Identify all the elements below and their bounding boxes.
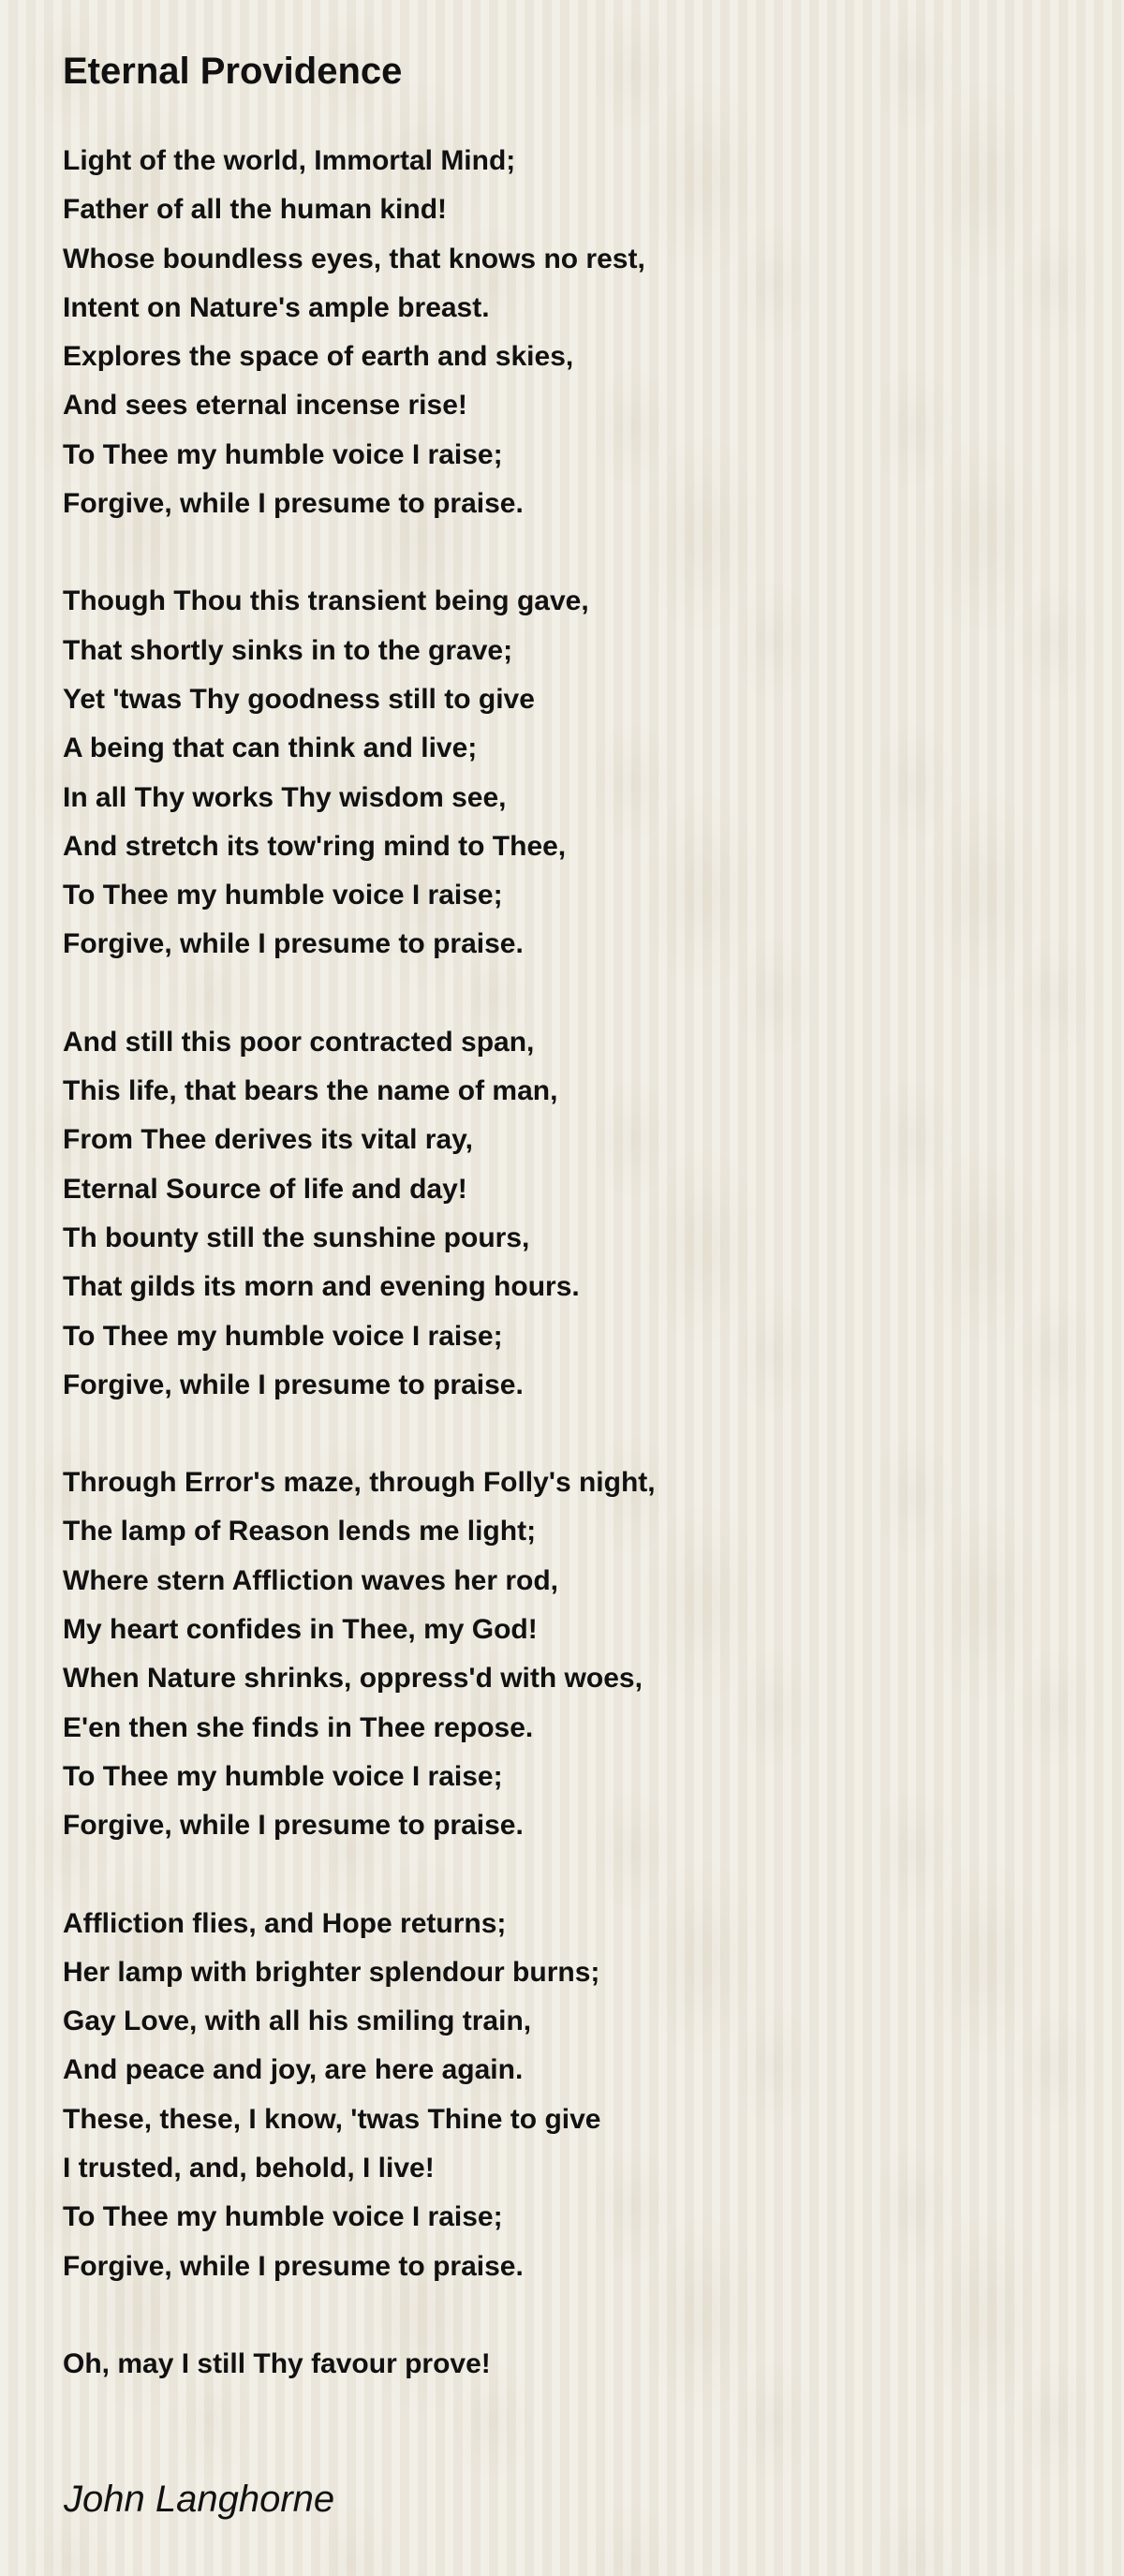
poem-line: Eternal Source of life and day! xyxy=(63,1173,467,1205)
poem-line: To Thee my humble voice I raise; xyxy=(63,1760,503,1792)
poem-line: To Thee my humble voice I raise; xyxy=(63,2201,503,2233)
poem-line: That gilds its morn and evening hours. xyxy=(63,1271,580,1303)
poem-line: Gay Love, with all his smiling train, xyxy=(63,2006,532,2037)
poem-body xyxy=(63,137,656,2437)
poem-line: The lamp of Reason lends me light; xyxy=(63,1516,537,1547)
stanza-2 xyxy=(63,577,656,969)
poem-line: These, these, I know, 'twas Thine to give xyxy=(63,2103,601,2135)
poem-line: Forgive, while I presume to praise. xyxy=(63,488,524,520)
poem-line: Explores the space of earth and skies, xyxy=(63,341,574,373)
poem-line: In all Thy works Thy wisdom see, xyxy=(63,781,507,813)
poem-line: I trusted, and, behold, I live! xyxy=(63,2152,435,2184)
poem-line: Where stern Affliction waves her rod, xyxy=(63,1564,558,1596)
poem-line: Whose boundless eyes, that knows no rest, xyxy=(63,243,645,274)
stanza-3 xyxy=(63,1018,656,1410)
poem-line: Yet 'twas Thy goodness still to give xyxy=(63,683,535,715)
poem-line: Affliction flies, and Hope returns; xyxy=(63,1907,507,1939)
poem-line: Her lamp with brighter splendour burns; xyxy=(63,1956,600,1988)
poem-line: And stretch its tow'ring mind to Thee, xyxy=(63,830,567,862)
poem-line: E'en then she finds in Thee repose. xyxy=(63,1711,534,1743)
poem-line: And peace and joy, are here again. xyxy=(63,2054,524,2086)
poem-line: This life, that bears the name of man, xyxy=(63,1075,558,1107)
poem-line: Though Thou this transient being gave, xyxy=(63,585,589,617)
poem-line: Intent on Nature's ample breast. xyxy=(63,291,490,323)
poem-line: Through Error's maze, through Folly's night, xyxy=(63,1467,656,1499)
poem-line: Forgive, while I presume to praise. xyxy=(63,2250,524,2282)
poem-line: Forgive, while I presume to praise. xyxy=(63,1369,524,1400)
poem-line: Forgive, while I presume to praise. xyxy=(63,928,524,960)
stanza-5 xyxy=(63,1900,656,2291)
poem-line: From Thee derives its vital ray, xyxy=(63,1124,473,1156)
poem-title: Eternal Providence xyxy=(63,51,403,92)
poem-line: And sees eternal incense rise! xyxy=(63,390,467,422)
poem-page xyxy=(63,45,1074,2379)
poem-line: When Nature shrinks, oppress'd with woes, xyxy=(63,1663,643,1695)
stanza-1 xyxy=(63,137,656,528)
poem-author: John Langhorne xyxy=(64,2479,335,2520)
poem-line: That shortly sinks in to the grave; xyxy=(63,634,513,666)
poem-line: A being that can think and live; xyxy=(63,733,478,764)
poem-line: Light of the world, Immortal Mind; xyxy=(63,145,516,176)
poem-line: To Thee my humble voice I raise; xyxy=(63,1320,503,1352)
poem-line: And still this poor contracted span, xyxy=(63,1026,535,1058)
poem-line: Oh, may I still Thy favour prove! xyxy=(63,2347,491,2379)
poem-line: Th bounty still the sunshine pours, xyxy=(63,1221,530,1253)
stanza-6 xyxy=(63,2340,656,2389)
stanza-4 xyxy=(63,1458,656,1850)
poem-line: To Thee my humble voice I raise; xyxy=(63,438,503,470)
poem-line: My heart confides in Thee, my God! xyxy=(63,1614,538,1646)
poem-line: Forgive, while I presume to praise. xyxy=(63,1810,524,1842)
poem-line: To Thee my humble voice I raise; xyxy=(63,880,503,911)
poem-line: Father of all the human kind! xyxy=(63,194,448,226)
